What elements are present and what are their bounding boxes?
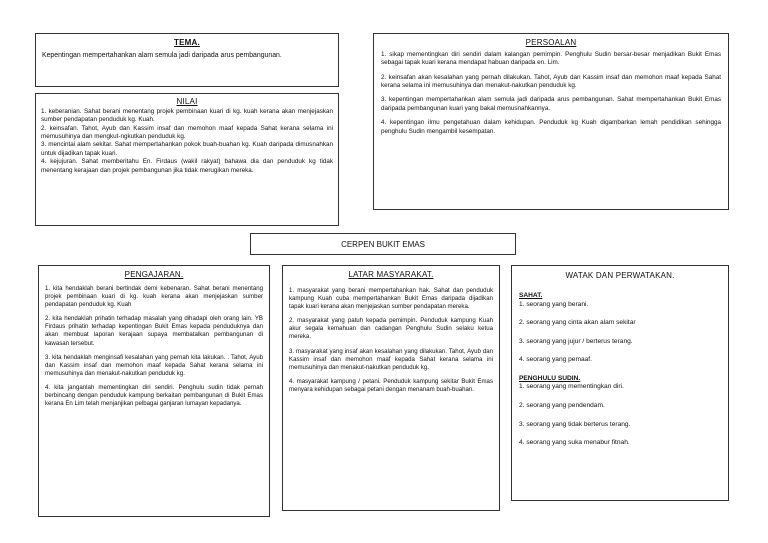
nilai-title: NILAI xyxy=(176,97,198,106)
nilai-item: 3. mencintai alam sekitar. Sahat mempertahankan pokok buah-buahan kg. Kuah daripada dimusnahkan untuk dijadikan tapak kuari. xyxy=(41,141,333,157)
sahat-item: 2. seorang yang cinta akan alam sekitar xyxy=(519,319,636,327)
nilai-item: 2. keinsafan. Tahot, Ayub dan Kassim insaf dan memohon maaf kepada Sahat kerana selama ini memusuhinya dan mengkut-ngkutkan penduduk kg. xyxy=(41,124,333,141)
pengajaran-item: 4. kita janganlah mementingkan diri sendiri. Penghulu sudin tidak pernah berbincang dengan penduduk kampung berkaitan pembangunan di Bukit Emas kerana En Lim telah menjanjikan pelbagai ganjaran lumayan kepadanya. xyxy=(45,383,263,408)
sahat-heading: SAHAT. xyxy=(519,292,543,299)
persoalan-item: 1. sikap mementingkan diri sendiri dalam kalangan pemimpin. Penghulu Sudin bersar-besar menjadikan Bukit Emas sebagai tapak kuari kerana mendapat habuan daripada en. Lim. xyxy=(381,51,721,67)
tema-box xyxy=(35,33,339,87)
persoalan-item: 4. kepentingan ilmu pengetahuan dalam kehidupan. Penduduk kg Kuah digambarkan lemah pendidikan sehingga penghulu Sudin mengambil kesempatan. xyxy=(381,119,721,135)
persoalan-title: PERSOALAN xyxy=(525,38,577,47)
pengajaran-item: 1. kita hendaklah berani bertindak demi kebenaran. Sahat berani menentang projek pembinaan kuari di kg. kuah kerana akan menjejaskan sumber pendapatan penduduk kg. Kuah xyxy=(45,285,263,309)
latar-box xyxy=(282,265,500,511)
watak-list xyxy=(519,292,721,448)
pengajaran-list xyxy=(45,285,263,408)
pengajaran-box xyxy=(38,265,270,517)
sudin-item: 1. seorang yang mementingkan diri. xyxy=(519,383,624,391)
pengajaran-item: 2. kita hendaklah prihatin terhadap masalah yang dihadapi oleh orang lain. YB Firdaus prihatin terhadap kepentingan Bukit Emas kepada penduduknya dan akan membuat laporan kerajaan supaya membatalkan pembangunan di kawasan tersebut. xyxy=(45,315,263,347)
latar-list xyxy=(289,287,493,394)
sahat-item: 3. seorang yang jujur / berterus terang. xyxy=(519,337,633,345)
latar-item: 3. masyarakat yang insaf akan kesalahan yang dilakukan. Tahot, Ayub dan Kassim insaf dan memohon maaf kepada Sahat kerana selama ini memusuhinya dan menakut-nakutkan penduduk kg. xyxy=(289,347,493,371)
persoalan-item: 3. kepentingan mempertahankan alam semula jadi daripada arus pembangunan. Sahat mempertahankan Bukit Emas daripada pembangunan kuari yang bakal memusnahkannya. xyxy=(381,96,721,112)
sudin-item: 4. seorang yang suka menabur fitnah. xyxy=(519,439,630,447)
latar-title: LATAR MASYARAKAT. xyxy=(348,270,434,279)
center-title-box xyxy=(250,233,516,255)
sahat-item: 4. seorang yang pemaaf. xyxy=(519,356,592,364)
tema-title: TEMA. xyxy=(174,38,200,47)
latar-item: 4. masyarakat kampung / petani. Penduduk kampung sekitar Bukit Emas menyara kehidupan sebagai petani dengan menanam buah-buahan. xyxy=(289,377,493,393)
sudin-item: 3. seorang yang tidak berterus terang. xyxy=(519,420,631,428)
latar-item: 1. masyarakat yang berani mempertahankan hak. Sahat dan penduduk kampung Kuah cuba mempertahankan Bukit Emas daripada dijadikan tapak kuari kerana akan menjejaskan sumber pendapatan mereka. xyxy=(289,287,493,311)
sahat-item: 1. seorang yang berani. xyxy=(519,300,589,308)
latar-item: 2. masyarakat yang patuh kepada pemimpin. Penduduk kampung Kuah akur segala kemahuan dan cadangan Penghulu Sudin selaku ketua mereka. xyxy=(289,317,493,341)
tema-text: Kepentingan mempertahankan alam semula jadi daripada arus pembangunan. xyxy=(42,52,282,59)
watak-title: WATAK DAN PERWATAKAN. xyxy=(565,271,675,280)
pengajaran-title: PENGAJARAN. xyxy=(124,270,184,279)
persoalan-item: 2. keinsafan akan kesalahan yang pernah dilakukan. Tahot, Ayub dan Kassim insaf dan memohon maaf kepada Sahat kerana selama ini memusuhinya dan menakut-nakutkan penduduk kg. xyxy=(381,73,721,90)
pengajaran-item: 3. kita hendaklah menginsafi kesalahan yang pernah kita lakukan. . Tahot, Ayub dan Kassim insaf dan memohon maaf kepada Sahat kerana selama ini memusuhinya dan menakut-nakutkan penduduk kg. xyxy=(45,353,263,377)
sudin-heading: PENGHULU SUDIN. xyxy=(519,374,581,382)
nilai-item: 4. kejujuran. Sahat memberitahu En. Firdaus (wakil rakyat) bahawa dia dan penduduk kg tidak menentang kerajaan dan projek pembangunan jika tidak merugikan mereka. xyxy=(41,158,333,174)
nilai-box xyxy=(35,93,339,226)
nilai-list xyxy=(41,108,333,175)
watak-box xyxy=(511,265,729,501)
persoalan-box xyxy=(373,33,729,210)
nilai-item: 1. keberanian. Sahat berani menentang projek pembinaan kuari di kg. kuah kerana akan menjejaskan sumber pendapatan penduduk kg. Kuah. xyxy=(41,108,333,124)
persoalan-list xyxy=(381,51,721,136)
sudin-item: 2. seorang yang pendendam. xyxy=(519,401,605,409)
page-title: CERPEN BUKIT EMAS xyxy=(341,239,425,249)
